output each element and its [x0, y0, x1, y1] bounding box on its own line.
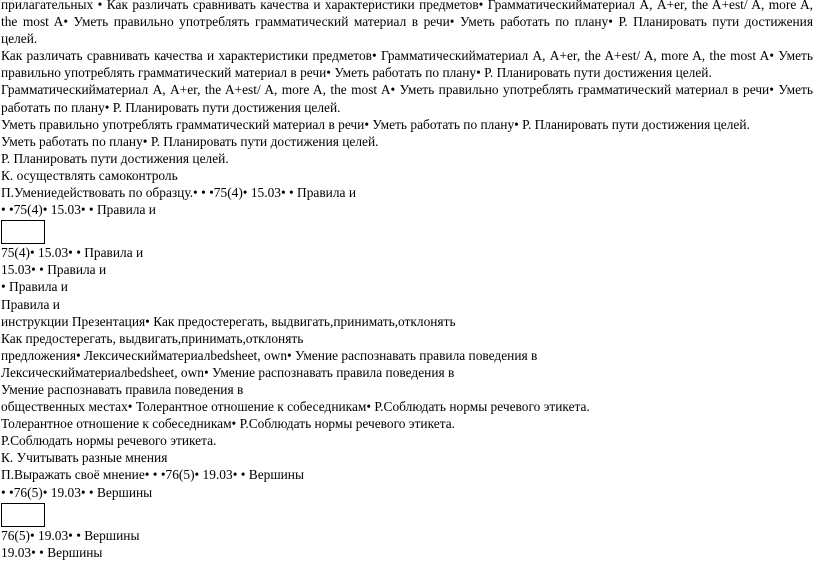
text-line: 76(5)• 19.03• • Вершины	[1, 527, 140, 543]
text-line: • •76(5)• 19.03• • Вершины	[1, 484, 153, 500]
text-line: Толерантное отношение к собеседникам• Р.Соблюдать нормы речевого этикета.	[1, 416, 455, 432]
text-line: • Правила и	[1, 279, 68, 295]
text-line: Уметь работать по плану• Р. Планировать пути достижения целей.	[1, 133, 379, 149]
paragraph-2: Как различать сравнивать качества и характеристики предметов• Грамматическийматериал А, А+er, the A+est/ A, more A, the most A• Уметь правильно употреблять грамматический материал в речи• Уметь работать по плану• Р. Планировать пути достижения целей.	[1, 48, 813, 81]
text-line: 19.03• • Вершины	[1, 544, 103, 560]
text-line: Лексическийматериалbedsheet, own• Умение распознавать правила поведения в	[1, 364, 455, 380]
paragraph-top: прилагательных • Как различать сравнивать качества и характеристики предметов• Грамматическийматериал А, А+er, the A+est/ A, more A, the most A• Уметь правильно употреблять грамматический материал в речи• Уметь работать по плану• Р. Планировать пути достижения целей.	[1, 0, 813, 47]
text-line: Умение распознавать правила поведения в	[1, 381, 244, 397]
text-line: 75(4)• 15.03• • Правила и	[1, 245, 144, 261]
text-line: инструкции Презентация• Как предостерегать, выдвигать,принимать,отклонять	[1, 313, 456, 329]
text-line: П.Умениедействовать по образцу.• • •75(4)• 15.03• • Правила и	[1, 185, 356, 201]
text-line: К. Учитывать разные мнения	[1, 450, 168, 466]
text-line: Р. Планировать пути достижения целей.	[1, 150, 229, 166]
text-line: предложения• Лексическийматериалbedsheet, own• Умение распознавать правила поведения в	[1, 347, 538, 363]
text-line: П.Выражать своё мнение• • •76(5)• 19.03• • Вершины	[1, 467, 304, 483]
text-line: 15.03• • Правила и	[1, 262, 107, 278]
text-line: К. осуществлять самоконтроль	[1, 167, 178, 183]
text-line: общественных местах• Толерантное отношение к собеседникам• Р.Соблюдать нормы речевого этикета.	[1, 399, 590, 415]
text-line: Уметь правильно употреблять грамматический материал в речи• Уметь работать по плану• Р. Планировать пути достижения целей.	[1, 116, 750, 132]
text-line: Правила и	[1, 296, 60, 312]
paragraph-3: Грамматическийматериал А, А+er, the A+est/ A, more A, the most A• Уметь правильно употреблять грамматический материал в речи• Уметь работать по плану• Р. Планировать пути достижения целей.	[1, 82, 813, 115]
empty-box	[1, 503, 45, 527]
empty-box	[1, 220, 45, 244]
text-line: Р.Соблюдать нормы речевого этикета.	[1, 433, 217, 449]
text-line: Как предостерегать, выдвигать,принимать,отклонять	[1, 330, 304, 346]
text-line: • •75(4)• 15.03• • Правила и	[1, 202, 156, 218]
